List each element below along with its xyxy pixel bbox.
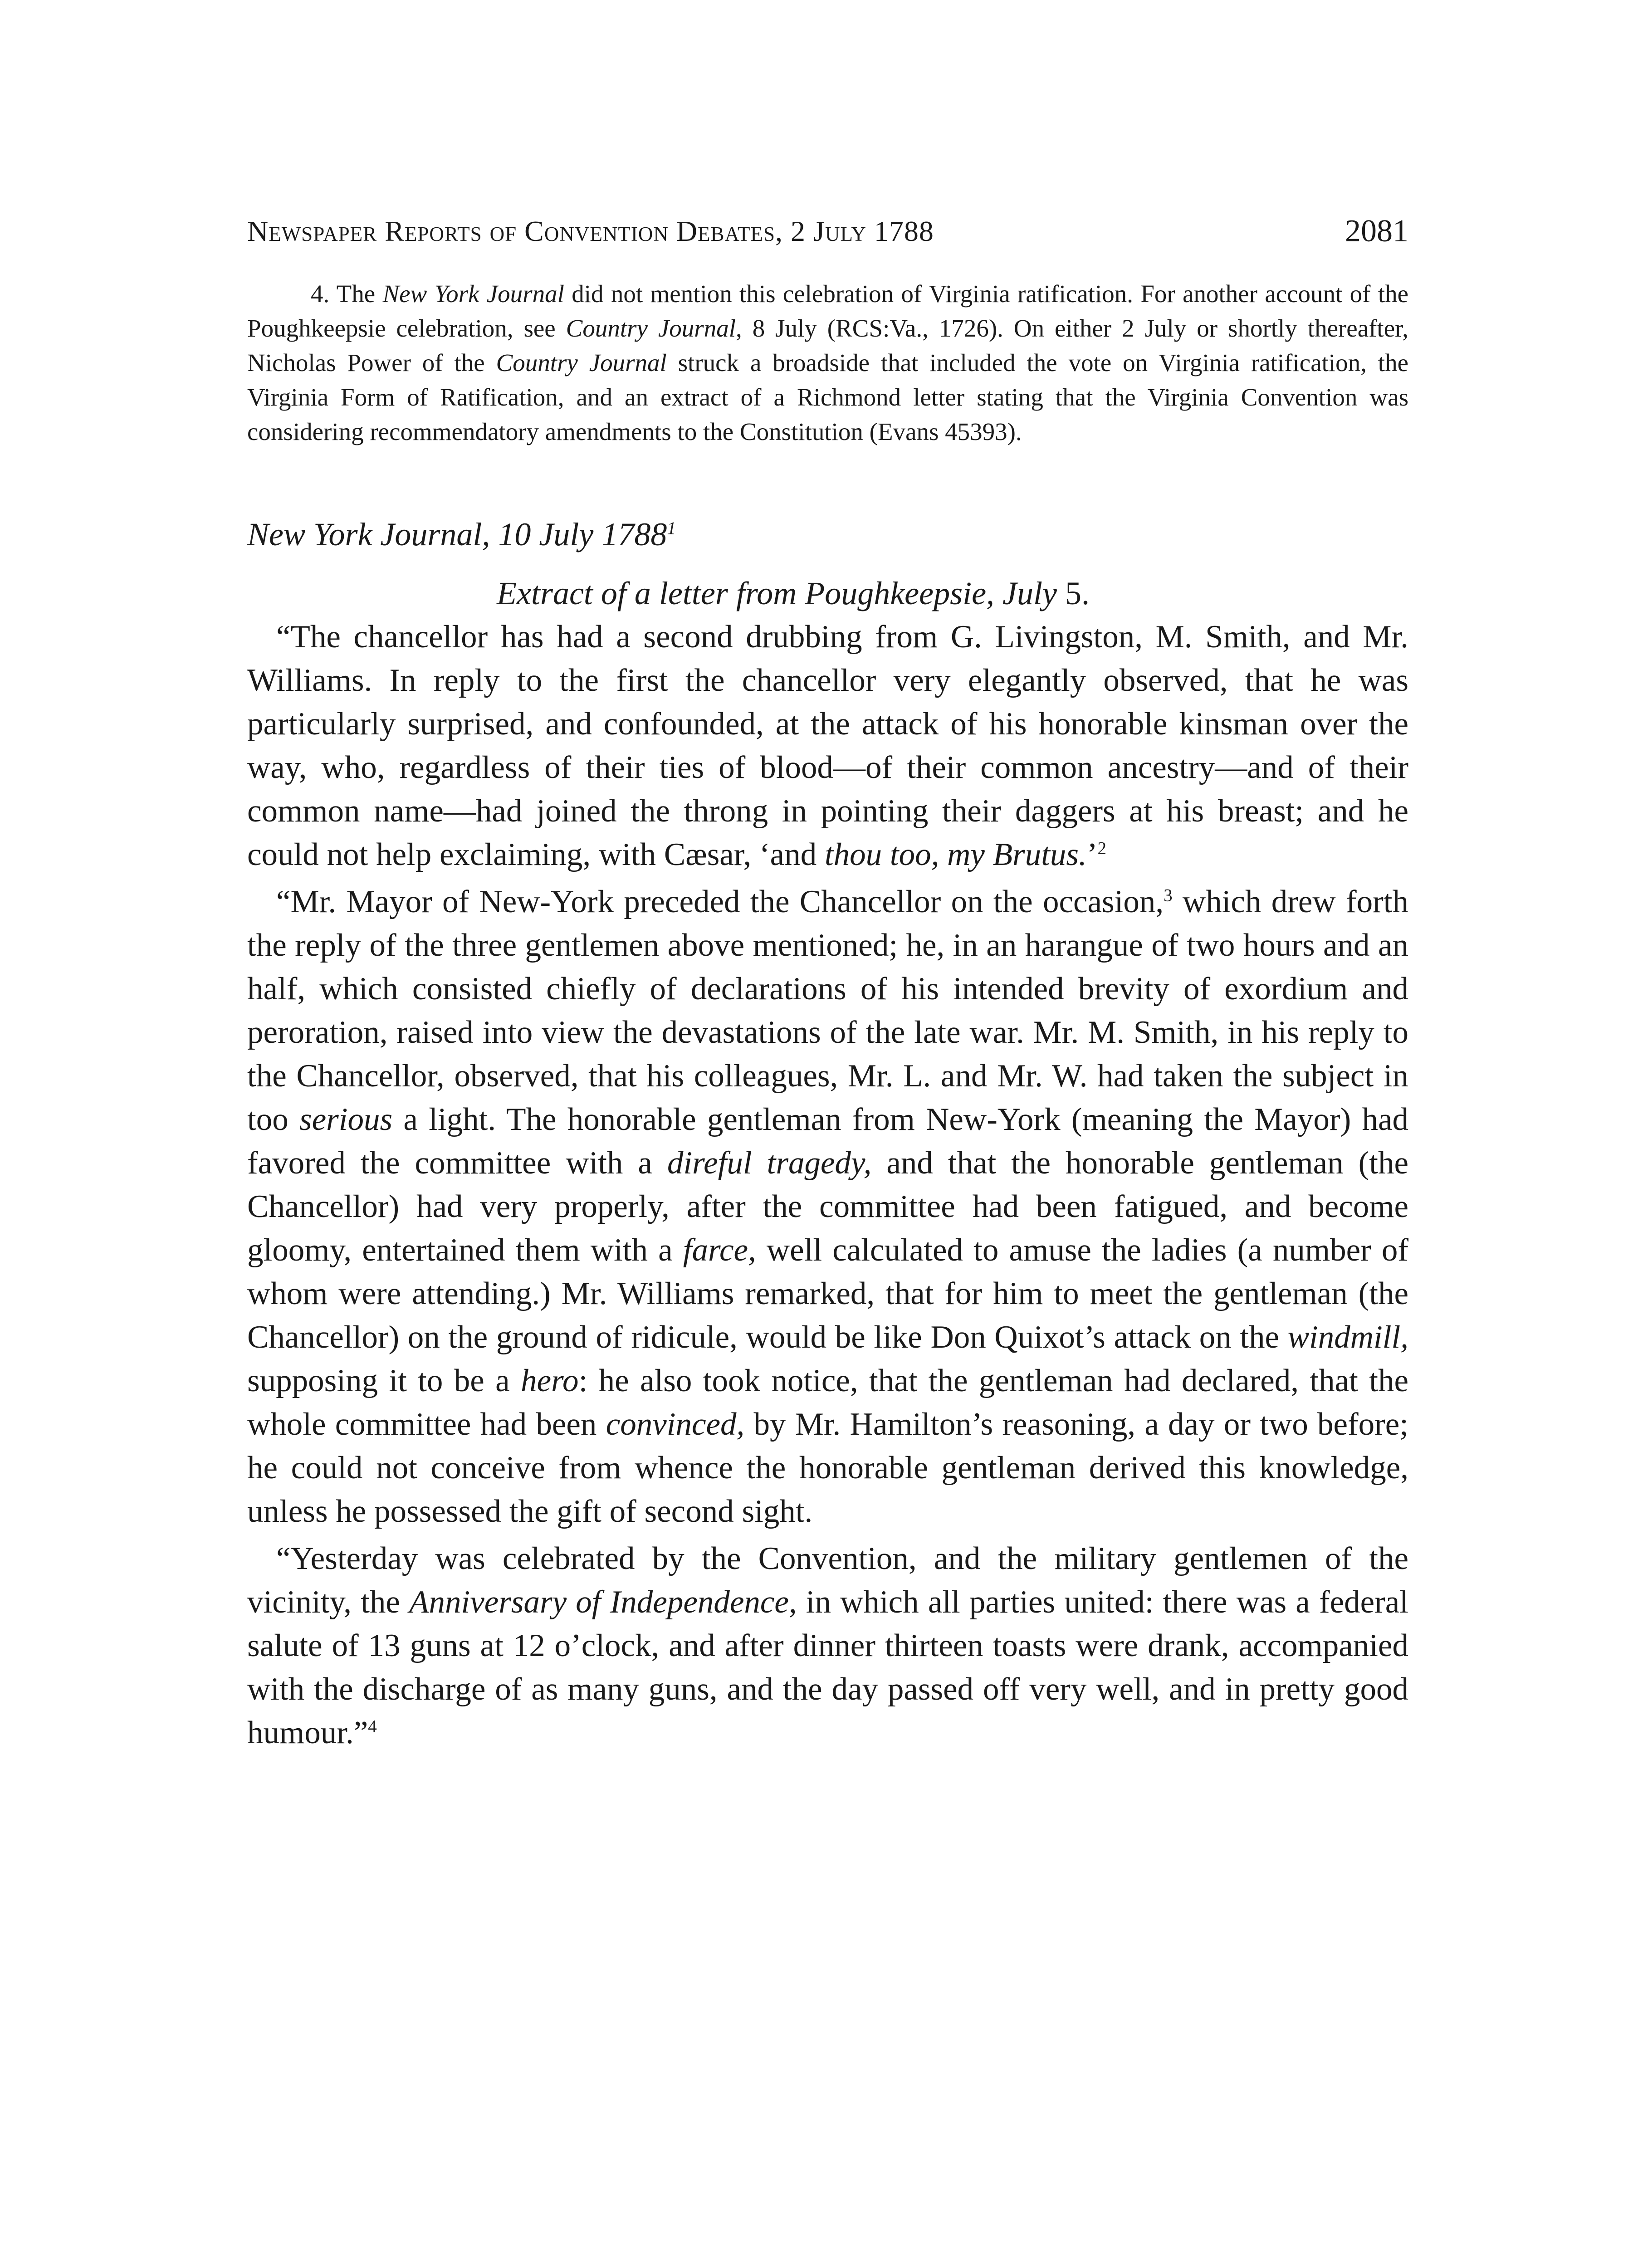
italic-text: New York Journal [382,280,564,308]
section-heading-note-ref: 1 [667,518,676,538]
text-run: “Mr. Mayor of New-York preceded the Chancellor on the occasion, [276,884,1164,919]
text-run: struck a broadside that included the vote on Virginia ratification, the Virginia Form of Ratification, and an extract of a Richmond letter stating that the Virginia Convention was considering recommendatory amendments to the Constitution (Evans 45393). [247,349,1408,445]
section-heading-text: New York Journal, 10 July 1788 [247,516,667,552]
section-heading [247,513,1408,556]
text-run: by Mr. Hamilton’s reasoning, a day or two before; he could not conceive from whence the honorable gentleman derived this knowledge, unless he possessed the gift of second sight. [247,1407,1409,1529]
text-run: a light. The honorable gentleman from New-York (meaning the Mayor) had favored the committee with a [247,1102,1408,1181]
footnote-4 [247,277,1408,449]
dateline-text: Extract of a letter from Poughkeepsie, July [497,575,1057,611]
italic-text: Anniversary of Independence, [409,1584,797,1620]
italic-text: hero [521,1363,579,1398]
italic-text: Country Journal [566,314,736,342]
note-reference: 2 [1097,838,1106,858]
footnote-number: 4. [311,280,330,308]
text-run: in which all parties united: there was a federal salute of 13 guns at 12 o’clock, and after dinner thirteen toasts were drank, accompanied with the discharge of as many guns, and the day passed off very well, and in pretty good humour.” [247,1584,1409,1750]
running-head-title: Newspaper Reports of Convention Debates, 2 July 1788 [247,215,934,247]
text-run: “The chancellor has had a second drubbing from G. Livingston, M. Smith, and Mr. Williams. In reply to the first the chancellor very elegantly observed, that he was particularly surprised, and confounded, at the attack of his honorable kinsman over the way, who, regardless of their ties of blood—of their common ancestry—and of their common name—had joined the throng in pointing their daggers at his breast; and he could not help exclaiming, with Cæsar, ‘and [247,619,1408,872]
running-head [247,209,1408,259]
document-page [247,209,1408,1755]
body-paragraph-3 [247,1537,1408,1755]
body-paragraph-1 [247,615,1408,876]
italic-text: thou too, my Brutus. [824,837,1087,872]
text-run: did not mention this celebration of Virginia ratification. For another account of the Poughkeepsie celebration, see [247,280,1409,342]
body-paragraph-2 [247,880,1408,1533]
text-run: supposing it to be a [247,1363,521,1398]
letter-body [247,615,1408,1755]
letter-dateline [247,572,1408,615]
text-run: which drew forth the reply of the three gentlemen above mentioned; he, in an harangue of two hours and an half, which consisted chiefly of declarations of his intended brevity of exordium and peroration, raised into view the devastations of the late war. Mr. M. Smith, in his reply to the Chancellor, observed, that his colleagues, Mr. L. and Mr. W. had taken the subject in too [247,884,1408,1137]
italic-text: convinced, [606,1407,745,1442]
note-reference: 4 [368,1716,377,1736]
footnote-text [247,280,1408,445]
text-run: “Yesterday was celebrated by the Convention, and the military gentlemen of the vicinity, the [247,1541,1408,1620]
text-run: , 8 July (RCS:Va., 1726). On either 2 July or shortly thereafter, Nicholas Power of the [247,314,1408,376]
text-run: well calculated to amuse the ladies (a number of whom were attending.) Mr. Williams remarked, that for him to meet the gentleman (the Chancellor) on the ground of ridicule, would be like Don Quixot’s attack on the [247,1232,1408,1355]
page-number: 2081 [1345,214,1408,249]
italic-text: Country Journal [496,349,667,376]
text-run: and that the honorable gentleman (the Chancellor) had very properly, after the committee had been fatigued, and become gloomy, entertained them with a [247,1145,1409,1268]
italic-text: direful tragedy, [667,1145,872,1181]
text-run: : he also took notice, that the gentleman had declared, that the whole committee had been [247,1363,1408,1442]
italic-text: serious [299,1102,393,1137]
text-run: The [329,280,383,308]
italic-text: farce, [683,1232,756,1268]
dateline-day: 5. [1056,575,1090,611]
note-reference: 3 [1164,885,1173,905]
italic-text: windmill, [1287,1320,1408,1355]
text-run: ’ [1086,837,1098,872]
